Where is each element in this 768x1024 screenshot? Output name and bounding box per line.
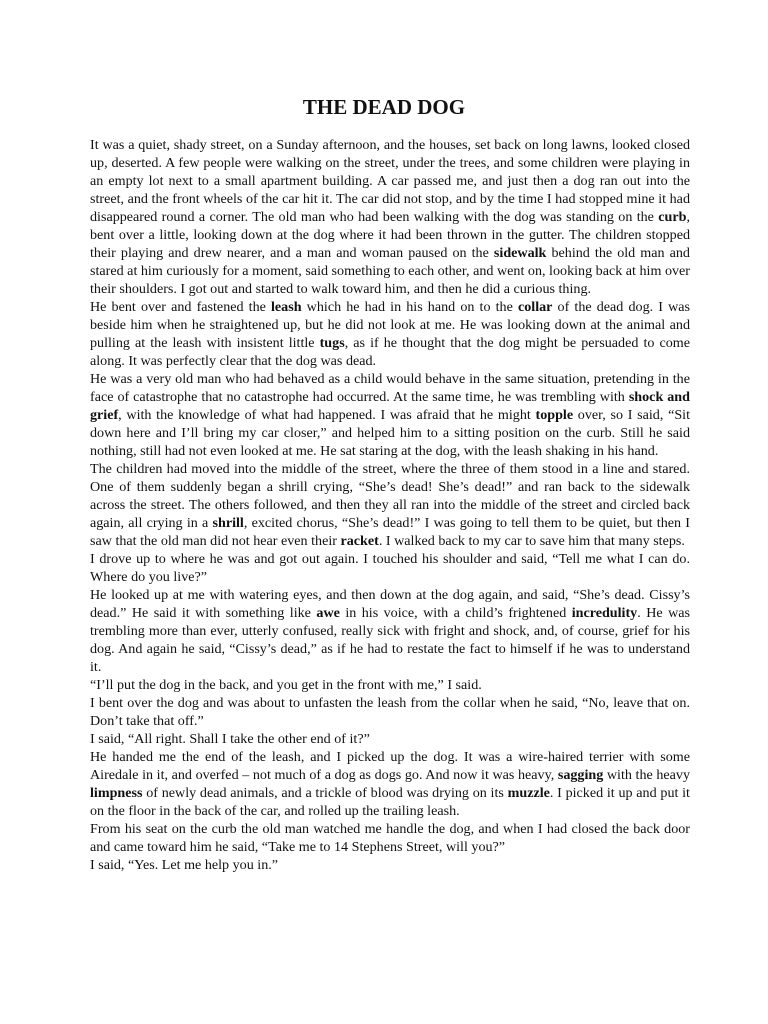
paragraph xyxy=(90,748,690,820)
bold-vocabulary-word: curb xyxy=(658,209,687,225)
paragraph xyxy=(90,586,690,676)
paragraph xyxy=(90,856,690,874)
text-run: , with the knowledge of what had happened. I was afraid that he might xyxy=(118,407,536,423)
text-run: I said, “All right. Shall I take the other end of it?” xyxy=(90,731,370,747)
text-run: , bent over a little, looking down at the dog where it had been thrown in the gutter. The children stopped their playing and drew nearer, and a man and woman paused on the xyxy=(90,209,690,261)
paragraph xyxy=(90,730,690,748)
text-run: with the heavy xyxy=(603,767,690,783)
text-run: over, so I said, “Sit down here and I’ll bring my car closer,” and helped him to a sitting position on the curb. Still he said nothing, still had not even looked at me. He sat staring at the dog, with the leash shaking in his hand. xyxy=(90,407,690,459)
text-run: It was a quiet, shady street, on a Sunday afternoon, and the houses, set back on long lawns, looked closed up, deserted. A few people were walking on the street, under the trees, and some children were playing in an empty lot next to a small apartment building. A car passed me, and just then a dog ran out into the street, and the front wheels of the car hit it. The car did not stop, and by the time I had stopped mine it had disappeared round a corner. The old man who had been walking with the dog was standing on the xyxy=(90,137,690,225)
document-body xyxy=(90,136,690,874)
text-run: “I’ll put the dog in the back, and you get in the front with me,” I said. xyxy=(90,677,482,693)
paragraph xyxy=(90,136,690,298)
bold-vocabulary-word: muzzle xyxy=(507,785,550,801)
text-run: I said, “Yes. Let me help you in.” xyxy=(90,857,279,873)
text-run: of newly dead animals, and a trickle of blood was drying on its xyxy=(142,785,508,801)
paragraph xyxy=(90,370,690,460)
text-run: , as if he thought that the dog might be persuaded to come along. It was perfectly clear that the dog was dead. xyxy=(90,335,690,369)
text-run: He handed me the end of the leash, and I picked up the dog. It was a wire-haired terrier with some Airedale in it, and overfed – not much of a dog as dogs go. And now it was heavy, xyxy=(90,749,690,783)
text-run: The children had moved into the middle of the street, where the three of them stood in a line and stared. One of them suddenly began a shrill crying, “She’s dead! She’s dead!” and ran back to the sidewalk across the street. The others followed, and then they all ran into the middle of the street and circled back again, all crying in a xyxy=(90,461,690,531)
text-run: behind the old man and stared at him curiously for a moment, said something to each other, and went on, looking back at him over their shoulders. I got out and started to walk toward him, and then he did a curious thing. xyxy=(90,245,690,297)
text-run: I bent over the dog and was about to unfasten the leash from the collar when he said, “No, leave that on. Don’t take that off.” xyxy=(90,695,690,729)
paragraph xyxy=(90,676,690,694)
text-run: . He was trembling more than ever, utterly confused, really sick with fright and shock, and, of course, grief for his dog. And again he said, “Cissy’s dead,” as if he had to restate the fact to himself if he was to understand it. xyxy=(90,605,690,675)
bold-vocabulary-word: sagging xyxy=(557,767,604,783)
text-run: , excited chorus, “She’s dead!” I was going to tell them to be quiet, but then I saw that the old man did not hear even their xyxy=(90,515,690,549)
bold-vocabulary-word: racket xyxy=(340,533,379,549)
bold-vocabulary-word: sidewalk xyxy=(493,245,547,261)
text-run: I drove up to where he was and got out again. I touched his shoulder and said, “Tell me what I can do. Where do you live?” xyxy=(90,551,690,585)
bold-vocabulary-word: topple xyxy=(535,407,574,423)
bold-vocabulary-word: incredulity xyxy=(571,605,638,621)
text-run: He was a very old man who had behaved as a child would behave in the same situation, pretending in the face of catastrophe that no catastrophe had occurred. At the same time, he was trembling with xyxy=(90,371,690,405)
paragraph xyxy=(90,820,690,856)
text-run: From his seat on the curb the old man watched me handle the dog, and when I had closed the back door and came toward him he said, “Take me to 14 Stephens Street, will you?” xyxy=(90,821,690,855)
text-run: which he had in his hand on to the xyxy=(301,299,518,315)
paragraph xyxy=(90,460,690,550)
bold-vocabulary-word: tugs xyxy=(319,335,345,351)
bold-vocabulary-word: shock and grief xyxy=(90,389,690,423)
text-run: He looked up at me with watering eyes, and then down at the dog again, and said, “She’s dead. Cissy’s dead.” He said it with something like xyxy=(90,587,690,621)
bold-vocabulary-word: awe xyxy=(316,605,340,621)
bold-vocabulary-word: collar xyxy=(517,299,553,315)
paragraph xyxy=(90,694,690,730)
bold-vocabulary-word: shrill xyxy=(212,515,244,531)
paragraph xyxy=(90,550,690,586)
text-run: of the dead dog. I was beside him when he straightened up, but he did not look at me. He was looking down at the animal and pulling at the leash with insistent little xyxy=(90,299,691,351)
text-run: . I picked it up and put it on the floor in the back of the car, and rolled up the trailing leash. xyxy=(90,785,690,819)
text-run: in his voice, with a child’s frightened xyxy=(339,605,572,621)
text-run: . I walked back to my car to save him that many steps. xyxy=(378,533,685,549)
text-run: He bent over and fastened the xyxy=(90,299,272,315)
document-title: THE DEAD DOG xyxy=(302,95,466,119)
bold-vocabulary-word: leash xyxy=(271,299,302,315)
bold-vocabulary-word: limpness xyxy=(90,785,143,801)
paragraph xyxy=(90,298,690,370)
